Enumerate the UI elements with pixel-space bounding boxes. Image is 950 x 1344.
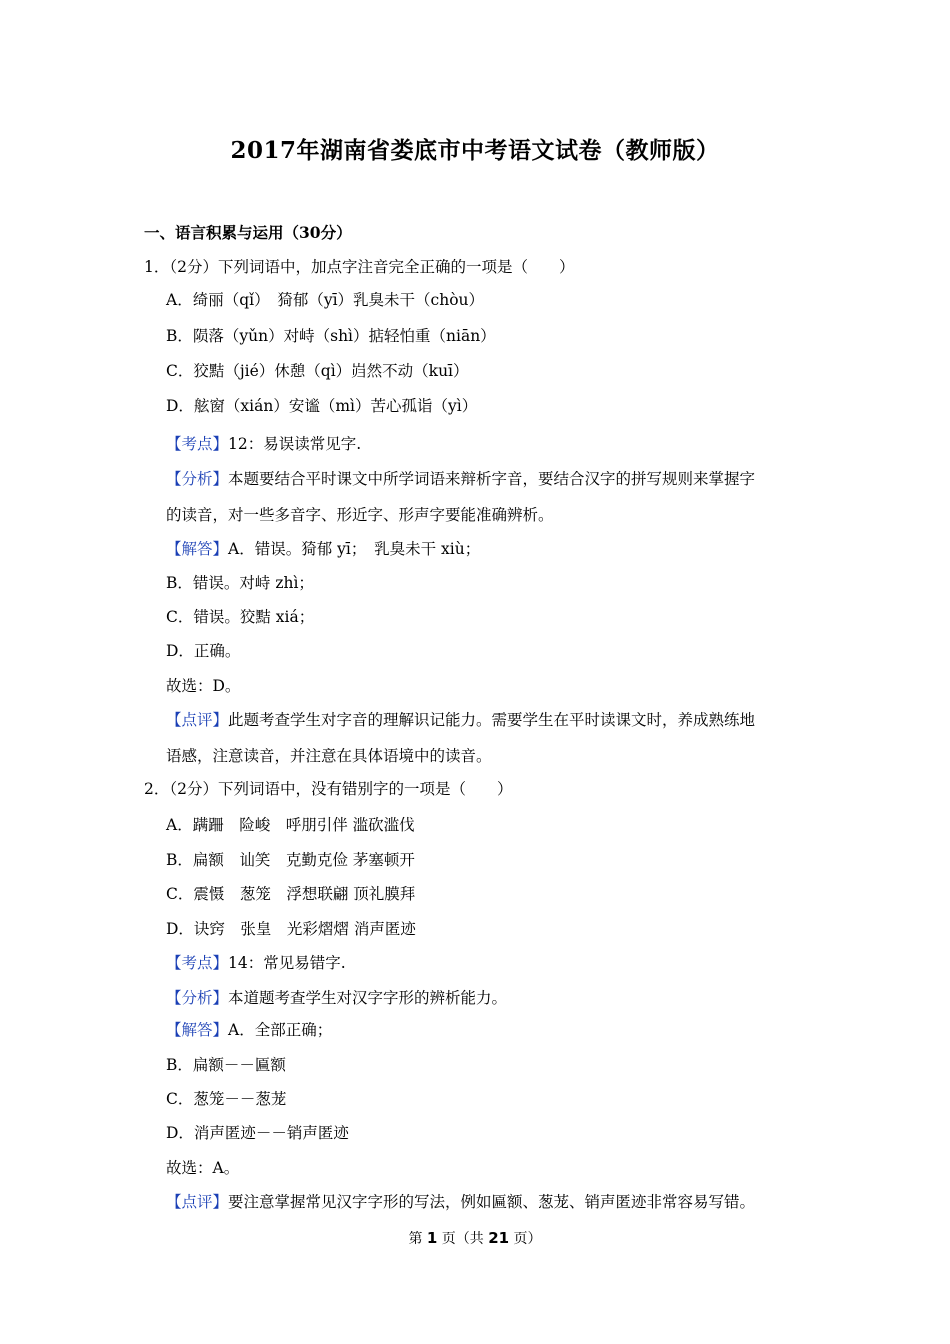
question-2-option-c: C．震慑 葱笼 浮想联翩 顶礼膜拜 [166, 885, 416, 903]
question-1-fenxi-cont: 的读音，对一些多音字、形近字、形声字要能准确辨析。 [166, 506, 554, 524]
question-1-dianping-cont: 语感，注意读音，并注意在具体语境中的读音。 [166, 747, 492, 765]
kaodian-text: 12：易误读常见字. [228, 435, 362, 453]
footer-prefix: 第 [408, 1231, 427, 1247]
question-2-answer-c: C．葱笼－－葱茏 [166, 1090, 287, 1108]
jieda-text: A．错误。猗郁 yī； 乳臭未干 xiù； [228, 540, 481, 558]
fenxi-text: 本道题考查学生对汉字字形的辨析能力。 [228, 989, 508, 1007]
question-1-option-b: B．陨落（yǔn）对峙（shì）掂轻怕重（niān） [166, 327, 496, 345]
jieda-tag: 【解答】 [166, 1021, 229, 1039]
page-footer [0, 1228, 950, 1248]
dianping-tag: 【点评】 [166, 1193, 229, 1211]
footer-total-pages: 21 [488, 1229, 510, 1247]
question-1-option-d: D．舷窗（xián）安谧（mì）苦心孤诣（yì） [166, 397, 478, 415]
dianping-text: 要注意掌握常见汉字字形的写法，例如匾额、葱茏、销声匿迹非常容易写错。 [228, 1193, 756, 1211]
jieda-text: A．全部正确； [228, 1021, 333, 1039]
question-2-stem: 2．（2分）下列词语中，没有错别字的一项是（ ） [144, 780, 513, 798]
dianping-tag: 【点评】 [166, 711, 229, 729]
kaodian-tag: 【考点】 [166, 435, 229, 453]
question-2-answer-d: D．消声匿迹－－销声匿迹 [166, 1124, 349, 1142]
question-1-stem: 1．（2分）下列词语中，加点字注音完全正确的一项是（ ） [144, 258, 575, 276]
question-2-jieda [166, 1020, 332, 1040]
question-1-option-c: C．狡黠（jié）休憩（qì）岿然不动（kuī） [166, 362, 469, 380]
fenxi-tag: 【分析】 [166, 470, 229, 488]
question-2-kaodian [166, 953, 346, 973]
question-2-answer-b: B．扁额－－匾额 [166, 1056, 286, 1074]
question-1-fenxi [166, 469, 755, 489]
question-2-option-b: B．扁额 讪笑 克勤克俭 茅塞顿开 [166, 851, 415, 869]
question-1-answer-b: B．错误。对峙 zhì； [166, 574, 314, 592]
question-2-fenxi [166, 988, 507, 1008]
question-1-dianping [166, 710, 755, 730]
question-2-dianping [166, 1192, 755, 1212]
footer-page-number: 1 [426, 1229, 438, 1247]
question-1-option-a: A．绮丽（qǐ） 猗郁（yī）乳臭未干（chòu） [166, 291, 485, 309]
section-heading: 一、语言积累与运用（30分） [144, 223, 352, 242]
dianping-text: 此题考查学生对字音的理解识记能力。需要学生在平时读课文时，养成熟练地 [228, 711, 756, 729]
question-2-choice: 故选：A。 [166, 1159, 240, 1177]
question-1-answer-d: D．正确。 [166, 642, 241, 660]
question-2-option-a: A．蹒跚 险峻 呼朋引伴 滥砍滥伐 [166, 816, 415, 834]
footer-middle: 页（共 [437, 1231, 489, 1247]
fenxi-text: 本题要结合平时课文中所学词语来辩析字音，要结合汉字的拼写规则来掌握字 [228, 470, 756, 488]
question-1-answer-c: C．错误。狡黠 xiá； [166, 608, 315, 626]
page-title: 2017年湖南省娄底市中考语文试卷（教师版） [230, 137, 720, 164]
kaodian-text: 14：常见易错字. [228, 954, 346, 972]
fenxi-tag: 【分析】 [166, 989, 229, 1007]
jieda-tag: 【解答】 [166, 540, 229, 558]
footer-suffix: 页） [509, 1231, 542, 1247]
question-1-choice: 故选：D。 [166, 677, 241, 695]
question-1-kaodian [166, 434, 361, 454]
question-2-option-d: D．诀窍 张皇 光彩熠熠 消声匿迹 [166, 920, 416, 938]
kaodian-tag: 【考点】 [166, 954, 229, 972]
question-1-jieda [166, 539, 480, 559]
